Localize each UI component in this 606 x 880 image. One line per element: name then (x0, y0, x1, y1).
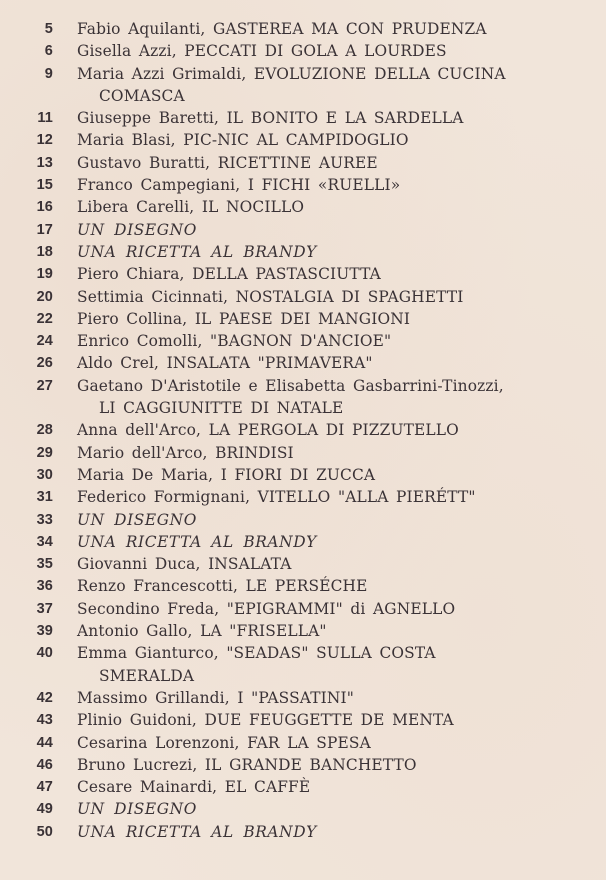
toc-entry (0, 219, 606, 241)
toc-entry-text (77, 308, 606, 330)
toc-entry-title: UN DISEGNO (77, 220, 197, 239)
toc-entry-text (77, 129, 606, 151)
toc-entry (0, 709, 606, 731)
toc-page-number: 22 (36, 310, 53, 327)
toc-entry-title: Federico Formignani, VITELLO "ALLA PIERÉTT" (77, 488, 476, 507)
toc-page-number: 24 (36, 333, 53, 350)
toc-entry-text (77, 575, 606, 597)
toc-entry-title: UNA RICETTA AL BRANDY (77, 532, 317, 551)
toc-page-number: 42 (36, 689, 53, 706)
toc-page-number: 34 (36, 533, 53, 550)
toc-page-number: 26 (36, 355, 53, 372)
toc-entry-title: Antonio Gallo, LA "FRISELLA" (77, 622, 327, 641)
toc-entry-title: Enrico Comolli, "BAGNON D'ANCIOE" (77, 332, 392, 351)
toc-entry-text (77, 754, 606, 776)
toc-entry-text (77, 196, 606, 218)
toc-entry (0, 821, 606, 843)
toc-entry (0, 509, 606, 531)
toc-entry (0, 352, 606, 374)
toc-page-number: 15 (36, 177, 53, 194)
toc-entry (0, 152, 606, 174)
toc-entry-title: Libera Carelli, IL NOCILLO (77, 198, 305, 217)
toc-page-number: 37 (36, 600, 53, 617)
toc-page-number: 28 (36, 422, 53, 439)
toc-page-number: 43 (36, 712, 53, 729)
toc-page-number: 17 (36, 221, 53, 238)
toc-entry-title: Mario dell'Arco, BRINDISI (77, 443, 294, 462)
toc-entry (0, 486, 606, 508)
toc-entry-text (77, 598, 606, 620)
toc-page-number: 33 (36, 511, 53, 528)
toc-entry (0, 776, 606, 798)
toc-entry (0, 330, 606, 352)
toc-entry (0, 687, 606, 709)
toc-entry-title: Settimia Cicinnati, NOSTALGIA DI SPAGHETTI (77, 287, 464, 306)
toc-page-number: 12 (36, 132, 53, 149)
toc-entry-text (77, 531, 606, 553)
toc-page-number: 46 (36, 756, 53, 773)
toc-entry-title-continuation: LI CAGGIUNITTE DI NATALE (99, 399, 344, 418)
toc-entry-title: Maria Azzi Grimaldi, EVOLUZIONE DELLA CUCINA (77, 64, 506, 83)
toc-entry-text (77, 442, 606, 464)
toc-entry-title: UN DISEGNO (77, 510, 197, 529)
toc-entry-title: Giovanni Duca, INSALATA (77, 555, 292, 574)
toc-page-number: 39 (36, 623, 53, 640)
toc-page-number: 29 (36, 444, 53, 461)
toc-entry (0, 575, 606, 597)
toc-entry-text (77, 821, 606, 843)
toc-entry-title: Piero Collina, IL PAESE DEI MANGIONI (77, 309, 411, 328)
toc-entry (0, 63, 606, 108)
toc-entry-text (77, 642, 606, 687)
toc-page-number: 50 (36, 823, 53, 840)
toc-entry (0, 553, 606, 575)
toc-entry (0, 642, 606, 687)
toc-entry-title-continuation: SMERALDA (99, 666, 195, 685)
toc-page-number: 19 (36, 266, 53, 283)
toc-entry (0, 531, 606, 553)
toc-entry (0, 442, 606, 464)
toc-entry-text (77, 375, 606, 420)
toc-entry (0, 464, 606, 486)
table-of-contents (0, 18, 606, 843)
toc-entry-title: Massimo Grillandi, I "PASSATINI" (77, 688, 354, 707)
toc-entry-text (77, 464, 606, 486)
toc-entry-title: UN DISEGNO (77, 800, 197, 819)
toc-entry-text (77, 263, 606, 285)
toc-entry-title: Cesarina Lorenzoni, FAR LA SPESA (77, 733, 371, 752)
toc-page-number: 20 (36, 288, 53, 305)
toc-page-number: 47 (36, 779, 53, 796)
toc-entry-text (77, 18, 606, 40)
toc-page-number: 40 (36, 645, 53, 662)
toc-entry-text (77, 63, 606, 108)
toc-entry (0, 174, 606, 196)
toc-entry-text (77, 330, 606, 352)
toc-entry-title: Giuseppe Baretti, IL BONITO E LA SARDELLA (77, 109, 464, 128)
toc-entry (0, 375, 606, 420)
toc-entry-text (77, 219, 606, 241)
toc-page-number: 18 (36, 243, 53, 260)
toc-page-number: 5 (44, 21, 53, 37)
toc-entry-title: Gisella Azzi, PECCATI DI GOLA A LOURDES (77, 42, 447, 61)
toc-entry (0, 107, 606, 129)
toc-entry (0, 40, 606, 62)
toc-page-number: 27 (36, 377, 53, 394)
toc-entry-text (77, 776, 606, 798)
toc-page-number: 49 (36, 801, 53, 818)
toc-entry-text (77, 709, 606, 731)
toc-entry-text (77, 107, 606, 129)
toc-entry-title: Franco Campegiani, I FICHI «RUELLI» (77, 176, 401, 195)
toc-entry-text (77, 286, 606, 308)
toc-entry (0, 308, 606, 330)
toc-entry (0, 263, 606, 285)
toc-entry-text (77, 241, 606, 263)
toc-entry-title: Renzo Francescotti, LE PERSÉCHE (77, 577, 368, 596)
toc-entry-text (77, 486, 606, 508)
toc-page-number: 31 (36, 489, 53, 506)
toc-entry-text (77, 509, 606, 531)
toc-entry (0, 598, 606, 620)
toc-entry-title-continuation: COMASCA (99, 86, 185, 105)
toc-entry-text (77, 352, 606, 374)
toc-entry-text (77, 419, 606, 441)
toc-page-number: 13 (36, 154, 53, 171)
toc-entry-text (77, 620, 606, 642)
toc-entry-text (77, 553, 606, 575)
toc-page-number: 9 (44, 65, 53, 82)
toc-entry-text (77, 174, 606, 196)
toc-entry-title: Aldo Crel, INSALATA "PRIMAVERA" (77, 354, 373, 373)
toc-entry (0, 129, 606, 151)
toc-page-number: 36 (36, 578, 53, 595)
toc-entry-title: Secondino Freda, "EPIGRAMMI" di AGNELLO (77, 599, 456, 618)
toc-page-number: 44 (36, 734, 53, 751)
toc-entry-title: Plinio Guidoni, DUE FEUGGETTE DE MENTA (77, 711, 454, 730)
toc-entry-title: Bruno Lucrezi, IL GRANDE BANCHETTO (77, 755, 417, 774)
toc-entry-title: Gaetano D'Aristotile e Elisabetta Gasbarrini-Tinozzi, (77, 376, 504, 395)
toc-entry (0, 419, 606, 441)
toc-entry-title: Cesare Mainardi, EL CAFFÈ (77, 778, 311, 797)
toc-page-number: 35 (36, 556, 53, 573)
toc-entry (0, 732, 606, 754)
toc-entry-text (77, 687, 606, 709)
toc-entry-title: Gustavo Buratti, RICETTINE AUREE (77, 153, 378, 172)
toc-page-number: 30 (36, 466, 53, 483)
toc-entry-title: UNA RICETTA AL BRANDY (77, 242, 317, 261)
toc-entry-title: Maria Blasi, PIC-NIC AL CAMPIDOGLIO (77, 131, 409, 150)
toc-entry-title: UNA RICETTA AL BRANDY (77, 822, 317, 841)
toc-entry-title: Anna dell'Arco, LA PERGOLA DI PIZZUTELLO (77, 421, 459, 440)
toc-entry (0, 241, 606, 263)
toc-entry-text (77, 798, 606, 820)
toc-entry-title: Fabio Aquilanti, GASTEREA MA CON PRUDENZA (77, 20, 487, 38)
toc-entry (0, 18, 606, 40)
toc-page-number: 16 (36, 199, 53, 216)
toc-entry-text (77, 152, 606, 174)
toc-entry (0, 620, 606, 642)
toc-entry-text (77, 40, 606, 62)
toc-entry-text (77, 732, 606, 754)
toc-page-number: 6 (44, 43, 53, 60)
toc-entry-title: Emma Gianturco, "SEADAS" SULLA COSTA (77, 644, 436, 663)
toc-entry-title: Maria De Maria, I FIORI DI ZUCCA (77, 465, 376, 484)
toc-entry (0, 798, 606, 820)
toc-entry (0, 754, 606, 776)
toc-entry-title: Piero Chiara, DELLA PASTASCIUTTA (77, 265, 381, 284)
toc-page-number: 11 (37, 110, 53, 127)
toc-entry (0, 286, 606, 308)
toc-entry (0, 196, 606, 218)
